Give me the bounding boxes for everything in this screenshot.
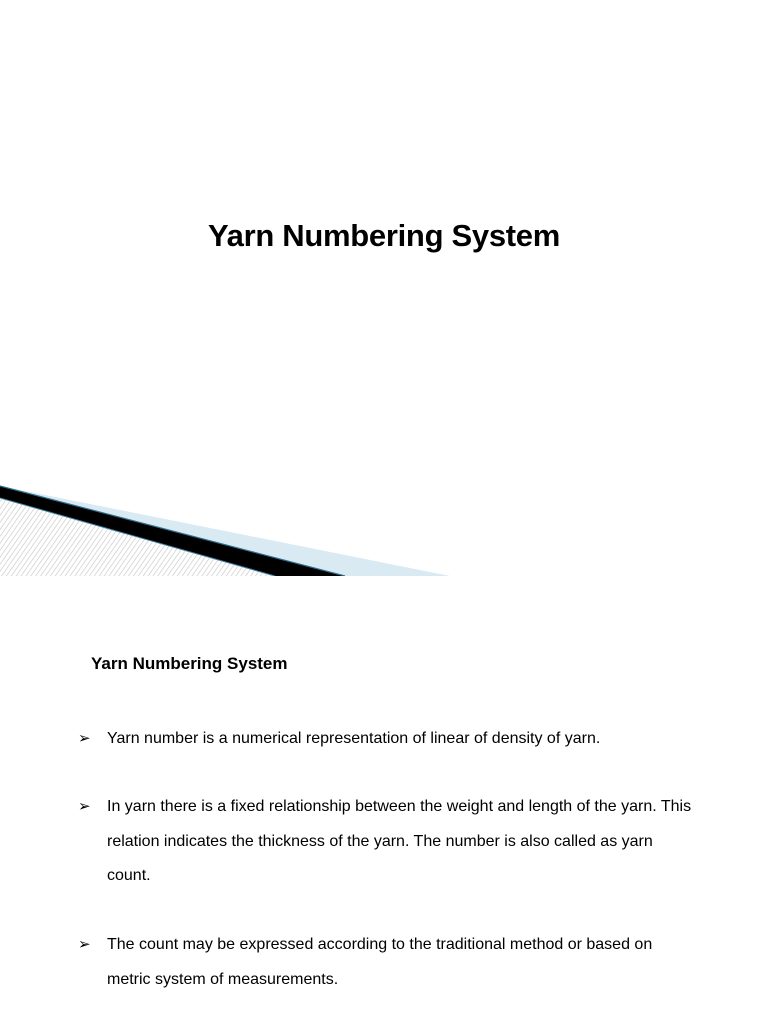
bullet-text: Yarn number is a numerical representation of linear of density of yarn. xyxy=(107,730,601,747)
bullet-arrow-icon: ➢ xyxy=(78,798,91,815)
decorative-diagonal-stripes xyxy=(0,480,768,576)
bullet-text: In yarn there is a fixed relationship between the weight and length of the yarn. This relation indicates the thickness of the yarn. The number is also called as yarn count. xyxy=(107,798,692,884)
section-heading: Yarn Numbering System xyxy=(91,654,288,673)
bullet-text: The count may be expressed according to the traditional method or based on metric system of measurements. xyxy=(107,936,653,988)
bullet-arrow-icon: ➢ xyxy=(78,936,91,953)
slide-title: Yarn Numbering System xyxy=(207,218,561,253)
document-page xyxy=(0,576,768,1024)
bullet-arrow-icon: ➢ xyxy=(78,730,91,747)
